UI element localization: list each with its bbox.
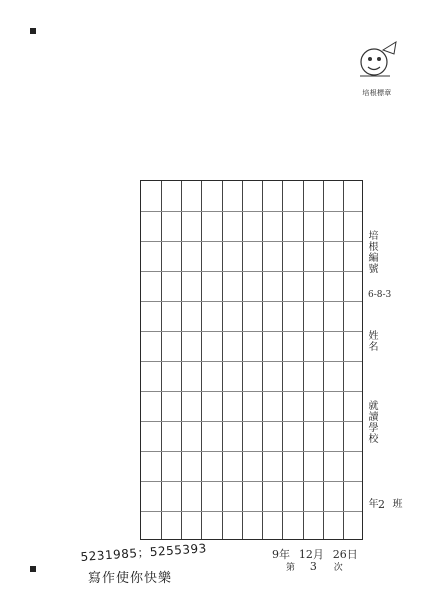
- page-number: 3: [309, 560, 317, 573]
- label-name: 姓名: [366, 330, 377, 352]
- student-info-sidebar: [364, 180, 404, 580]
- student-id-value: 6-8-3: [368, 290, 392, 300]
- phone-numbers: 5231985；5255393: [80, 541, 208, 564]
- slogan: 寫作使你快樂: [88, 571, 173, 586]
- date-month: 12月: [298, 548, 324, 561]
- stamp-badge: [352, 40, 402, 96]
- date-year: 9年: [272, 548, 290, 561]
- page-prefix: 第: [286, 563, 296, 573]
- stamp-emblem-icon: [352, 40, 402, 86]
- page-suffix: 次: [333, 563, 343, 573]
- stamp-label: 培根標章: [362, 89, 392, 97]
- label-class: 班: [390, 498, 401, 509]
- label-grade: 年: [366, 498, 377, 509]
- writing-grid: [140, 180, 363, 540]
- label-student-id: 培根編號: [366, 230, 377, 274]
- registration-mark-bottom-left: [30, 566, 36, 572]
- date-day: 26日: [332, 548, 358, 561]
- registration-mark-top-left: [30, 28, 36, 34]
- label-school: 就讀學校: [366, 400, 377, 444]
- page-count: [286, 560, 343, 573]
- class-value: 2: [378, 498, 385, 511]
